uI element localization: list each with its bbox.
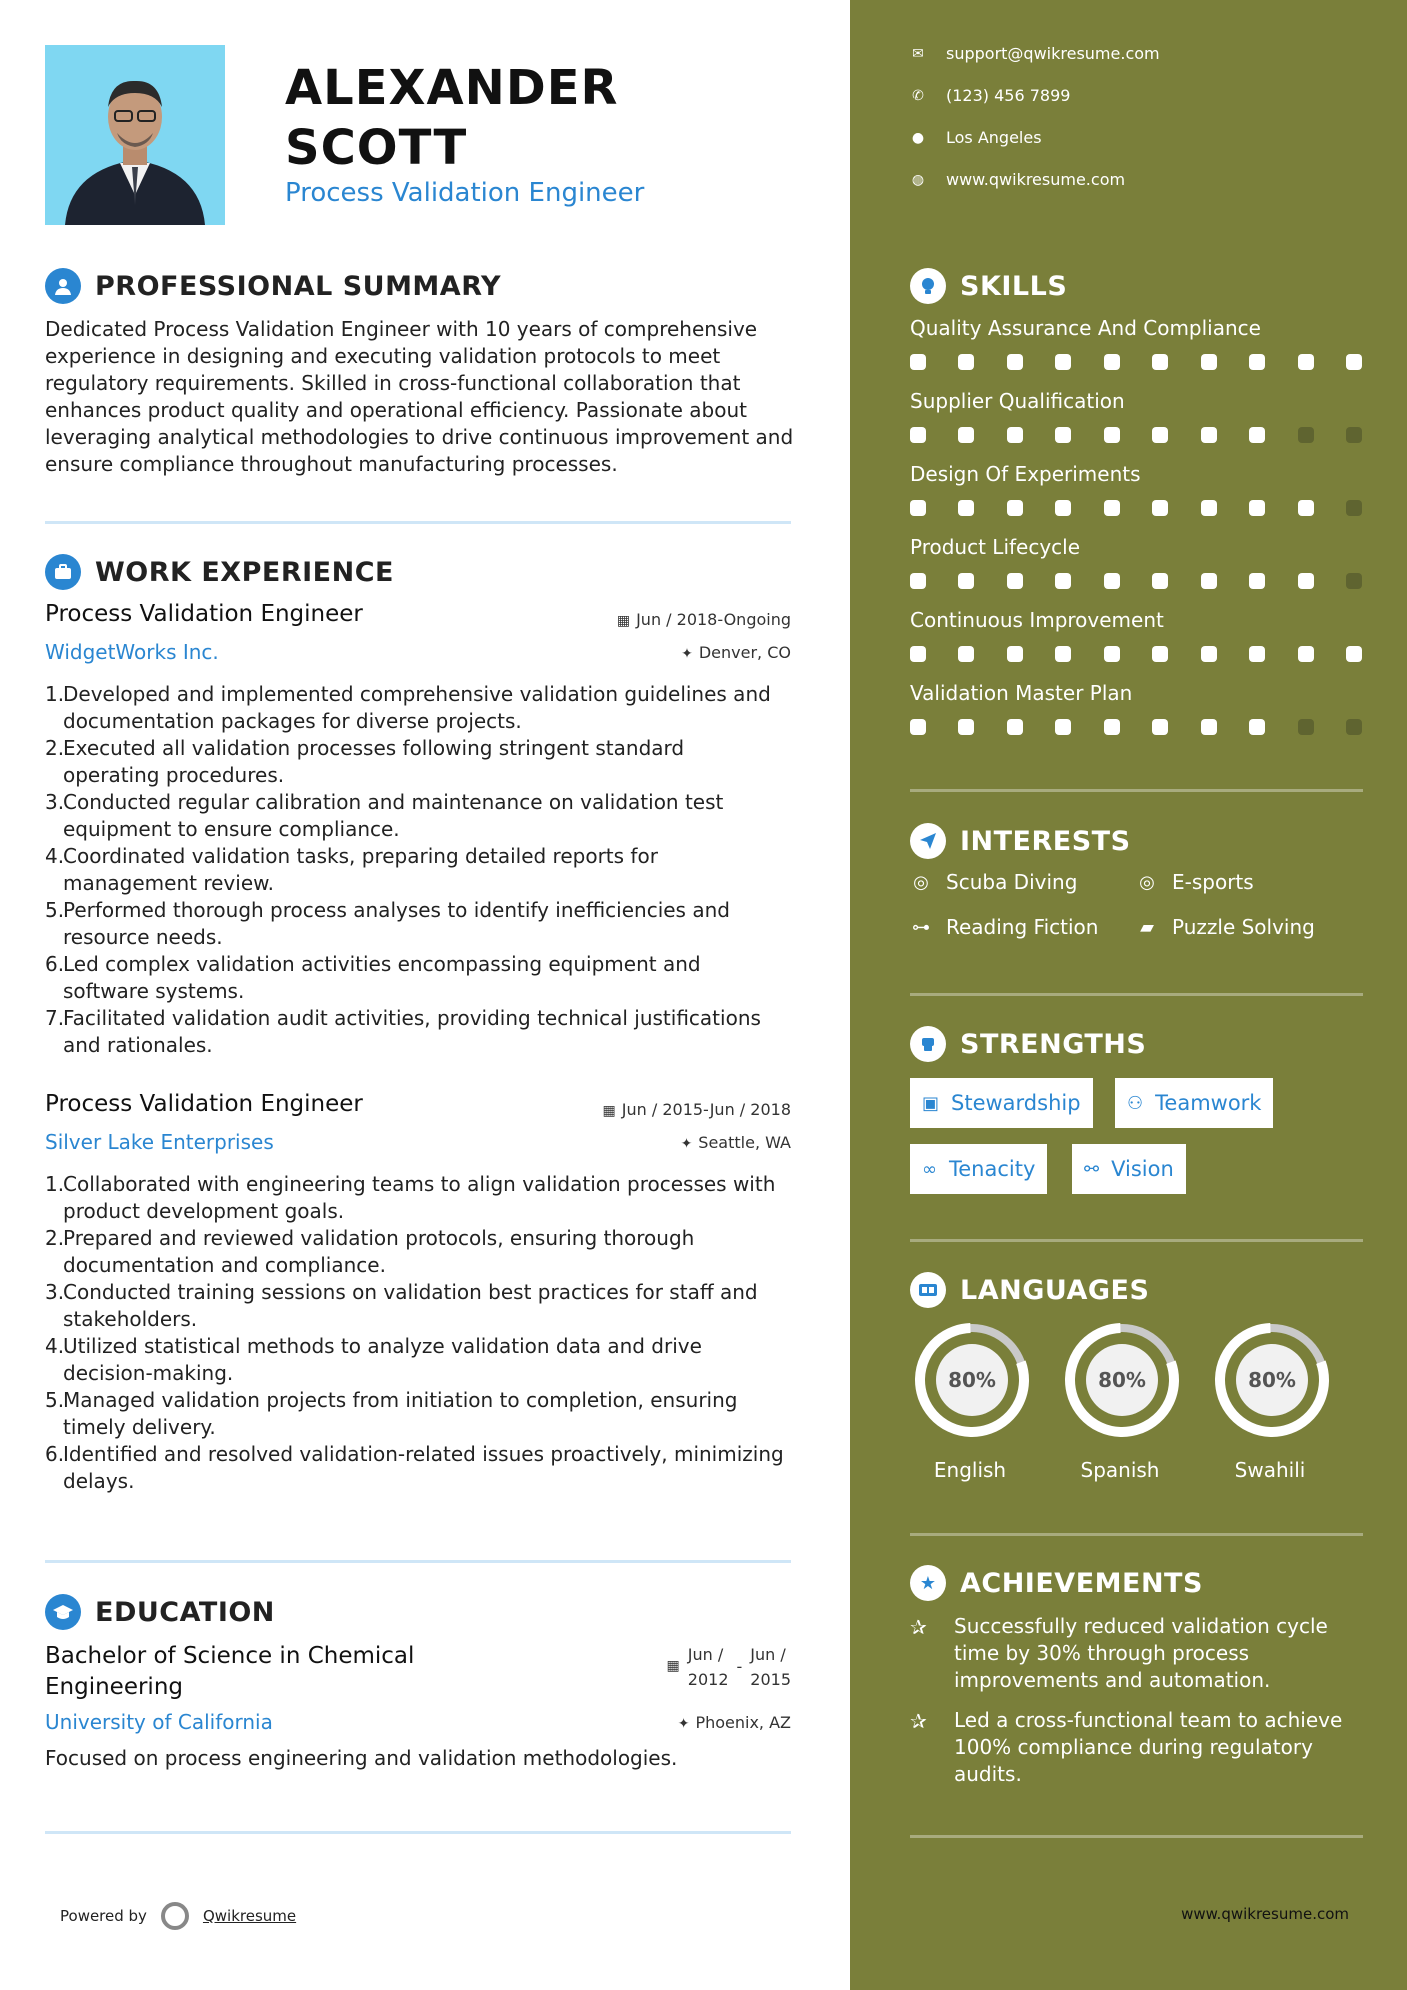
rating-dot [1201,573,1217,589]
job-1-location [681,643,791,662]
education-end-year: 2015 [750,1670,791,1689]
rating-dot [1298,573,1314,589]
rating-dot [1346,719,1362,735]
language-item [1060,1318,1180,1482]
job-1-company: WidgetWorks Inc. [45,640,219,664]
job-1-title: Process Validation Engineer [45,601,363,627]
skill-item [910,608,1370,662]
achievement-text: Led a cross-functional team to achieve 100% compliance during regulatory audits. [954,1708,1343,1786]
candidate-name [285,58,805,178]
job-2-company: Silver Lake Enterprises [45,1130,274,1154]
interest-label: Scuba Diving [946,870,1078,894]
list-item: 2. Executed all validation processes following stringent standard operating procedures. [45,736,685,787]
job-1-duties [45,681,785,1059]
list-item: 6. Led complex validation activities encompassing equipment and software systems. [45,952,701,1003]
rating-dot [1055,646,1071,662]
strength-chip [910,1144,1047,1194]
list-item: 5. Performed thorough process analyses to identify inefficiencies and resource needs. [45,898,730,949]
achievements-heading-text: ACHIEVEMENTS [960,1567,1203,1599]
job-2-location [681,1133,791,1152]
strength-chip [1072,1144,1186,1194]
education-start-year: 2012 [687,1670,729,1689]
school: University of California [45,1710,273,1734]
language-name: Spanish [1080,1458,1160,1482]
rating-dot [1007,354,1023,370]
rating-dot [1104,573,1120,589]
skill-rating [910,500,1362,516]
strength-chip [1115,1078,1273,1128]
list-item: 3. Conducted training sessions on validation best practices for staff and stakeholders. [45,1280,758,1331]
job-2-dates [603,1100,791,1119]
education-date-separator: - [736,1657,743,1676]
qwikresume-link[interactable]: Qwikresume [202,1907,297,1925]
rating-dot [1201,500,1217,516]
shooting-star-icon: ✰ [910,1709,927,1733]
list-item: 4. Coordinated validation tasks, preparing detailed reports for management review. [45,844,658,895]
rating-dot [1249,573,1265,589]
degree-line-1: Bachelor of Science in Chemical [45,1643,415,1669]
list-item: 2. Prepared and reviewed validation protocols, ensuring thorough documentation and compliance. [45,1226,695,1277]
rating-dot [910,646,926,662]
language-name: English [933,1458,1007,1482]
powered-by-label: Powered by [60,1907,147,1925]
interest-item [1134,915,1315,939]
strength-label: Teamwork [1155,1091,1262,1115]
life-ring-icon: ◎ [913,871,929,893]
interest-item [908,870,1077,894]
rating-dot [1201,354,1217,370]
translate-icon [910,1272,946,1308]
education-heading-text: EDUCATION [95,1596,275,1628]
gamepad-icon: ⊶ [912,916,930,938]
star-icon: ★ [910,1565,946,1601]
pin-icon: ✦ [681,646,693,662]
rating-dot [1152,573,1168,589]
rating-dot [1104,646,1120,662]
briefcase-icon: ▣ [922,1092,940,1114]
rating-dot [1201,427,1217,443]
language-ring [1060,1318,1184,1442]
interest-item [1134,870,1254,894]
education-description: Focused on process engineering and validation methodologies. [45,1746,678,1770]
calendar-icon: ▦ [666,1658,680,1674]
skill-rating [910,354,1362,370]
rating-dot [958,427,974,443]
section-divider [45,1560,791,1563]
section-divider [45,1831,791,1834]
rating-dot [1152,427,1168,443]
map-marker-icon: ● [911,129,925,146]
fist-icon [910,1026,946,1062]
rating-dot [1104,500,1120,516]
list-item: 5. Managed validation projects from initiation to completion, ensuring timely delivery. [45,1388,738,1439]
language-percent: 80% [1098,1368,1146,1392]
skill-item [910,535,1370,589]
rating-dot [958,354,974,370]
interest-label: Puzzle Solving [1172,915,1315,939]
qwikresume-logo-icon [161,1902,189,1930]
education-location [678,1713,791,1732]
skill-label: Continuous Improvement [910,608,1164,632]
experience-heading-text: WORK EXPERIENCE [95,556,394,588]
rating-dot [1104,354,1120,370]
calendar-icon: ▦ [602,1103,616,1119]
footer-website[interactable]: www.qwikresume.com [1181,1905,1349,1923]
job-1-dates [617,610,791,629]
user-icon [45,268,81,304]
rating-dot [1346,500,1362,516]
job-1-location-text: Denver, CO [698,643,791,662]
achievement-item [910,1613,1370,1694]
contact-email-text: support@qwikresume.com [946,44,1160,63]
skills-heading [910,268,1067,304]
rating-dot [1249,354,1265,370]
education-heading [45,1594,275,1630]
rating-dot [1055,354,1071,370]
list-item: 1. Developed and implemented comprehensive validation guidelines and documentation packages for diverse projects. [45,682,771,733]
skill-rating [910,646,1362,662]
briefcase-icon [45,554,81,590]
rating-dot [1007,573,1023,589]
interests-heading-text: INTERESTS [960,825,1131,857]
rating-dot [1055,500,1071,516]
rating-dot [1007,500,1023,516]
contact-website-text: www.qwikresume.com [946,170,1126,189]
job-1-dates-text: Jun / 2018-Ongoing [636,610,791,629]
rating-dot [1104,427,1120,443]
degree-line-2: Engineering [45,1674,183,1700]
education-end-month: Jun / [750,1645,786,1664]
paper-plane-icon [910,823,946,859]
education-start-month: Jun / [687,1645,724,1664]
powered-by [60,1902,296,1930]
rating-dot [910,354,926,370]
globe-icon: ◍ [911,171,925,188]
section-divider [910,1239,1363,1242]
rating-dot [1152,646,1168,662]
pin-icon: ✦ [680,1136,693,1152]
skill-rating [910,427,1362,443]
strength-label: Stewardship [951,1091,1081,1115]
rating-dot [1007,719,1023,735]
education-start [688,1642,729,1692]
strengths-heading [910,1026,1146,1062]
pin-icon: ✦ [677,1716,690,1732]
rating-dot [910,573,926,589]
rating-dot [1298,646,1314,662]
skill-label: Supplier Qualification [910,389,1125,413]
section-divider [910,1835,1363,1838]
users-icon: ⚇ [1127,1092,1144,1114]
list-item: 4. Utilized statistical methods to analyze validation data and drive decision-making. [45,1334,702,1385]
section-divider [910,993,1363,996]
strength-label: Vision [1111,1157,1174,1181]
shooting-star-icon: ✰ [910,1615,927,1639]
rating-dot [1055,719,1071,735]
skill-item [910,462,1370,516]
rating-dot [1055,573,1071,589]
language-item [1210,1318,1330,1482]
skills-heading-text: SKILLS [960,270,1068,302]
language-name: Swahili [1234,1458,1306,1482]
skill-label: Validation Master Plan [910,681,1133,705]
language-percent: 80% [948,1368,996,1392]
contact-location-text: Los Angeles [946,128,1042,147]
contact-phone [910,86,1070,105]
summary-text: Dedicated Process Validation Engineer with 10 years of comprehensive experience in designing and executing validation protocols to meet regulatory requirements. Skilled in cross-functional collaboration that enhances product quality and operational efficiency. Passionate about leveraging analytical methodologies to drive continuous improvement and ensure compliance throughout manufacturing processes. [45,317,794,476]
contact-email[interactable] [910,44,1160,63]
lightbulb-icon [910,268,946,304]
language-ring [910,1318,1034,1442]
list-item: 3. Conducted regular calibration and maintenance on validation test equipment to ensure compliance. [45,790,724,841]
strengths-heading-text: STRENGTHS [960,1028,1147,1060]
calendar-icon: ▦ [616,613,631,629]
name-line-2: SCOTT [285,120,468,176]
achievements-heading [910,1565,1203,1601]
contact-phone-text: (123) 456 7899 [946,86,1071,105]
profile-photo [45,45,225,225]
strength-chip [910,1078,1093,1128]
skill-item [910,316,1370,370]
rating-dot [1249,500,1265,516]
section-divider [45,521,791,524]
rating-dot [1249,719,1265,735]
skill-rating [910,573,1362,589]
list-item: 1. Collaborated with engineering teams to align validation processes with product development goals. [45,1172,776,1223]
section-divider [910,789,1363,792]
graduation-cap-icon [45,1594,81,1630]
summary-heading-text: PROFESSIONAL SUMMARY [95,270,502,302]
link-icon: ∞ [922,1158,937,1180]
rating-dot [1201,646,1217,662]
achievement-text: Successfully reduced validation cycle time by 30% through process improvements and automation. [954,1614,1328,1692]
skill-rating [910,719,1362,735]
rating-dot [1298,500,1314,516]
skill-item [910,681,1370,735]
rating-dot [1346,354,1362,370]
binoculars-icon: ⚯ [1084,1158,1100,1180]
education-dates [667,1642,791,1692]
list-item: 6. Identified and resolved validation-related issues proactively, minimizing delays. [45,1442,784,1493]
skill-item [910,389,1370,443]
contact-website[interactable] [910,170,1125,189]
rating-dot [1249,427,1265,443]
achievement-item [910,1707,1370,1788]
rating-dot [1152,500,1168,516]
job-2-dates-text: Jun / 2015-Jun / 2018 [621,1100,791,1119]
rating-dot [1201,719,1217,735]
rating-dot [1346,573,1362,589]
rating-dot [1152,354,1168,370]
language-percent: 80% [1248,1368,1296,1392]
rating-dot [958,646,974,662]
rating-dot [910,500,926,516]
rating-dot [1152,719,1168,735]
job-2-duties [45,1171,785,1495]
rating-dot [1346,427,1362,443]
rating-dot [958,573,974,589]
interest-label: Reading Fiction [946,915,1099,939]
name-line-1: ALEXANDER [285,60,619,116]
section-divider [910,1533,1363,1536]
rating-dot [1249,646,1265,662]
job-2-title: Process Validation Engineer [45,1091,363,1117]
rating-dot [1298,719,1314,735]
rating-dot [910,427,926,443]
contact-location [910,128,1042,147]
rating-dot [1346,646,1362,662]
interest-item [908,915,1098,939]
rating-dot [1298,354,1314,370]
strength-label: Tenacity [949,1157,1036,1181]
envelope-icon: ✉ [912,45,924,62]
skill-label: Product Lifecycle [910,535,1081,559]
job-2-location-text: Seattle, WA [698,1133,791,1152]
experience-heading [45,554,394,590]
rating-dot [1007,646,1023,662]
candidate-title: Process Validation Engineer [285,178,645,208]
list-item: 7. Facilitated validation audit activities, providing technical justifications and rationales. [45,1006,761,1057]
rating-dot [958,500,974,516]
life-ring-icon: ◎ [1139,871,1155,893]
summary-heading [45,268,501,304]
languages-heading [910,1272,1149,1308]
education-location-text: Phoenix, AZ [695,1713,791,1732]
education-end [750,1642,791,1692]
rating-dot [1104,719,1120,735]
sidebar-column [850,0,1407,1990]
rating-dot [1007,427,1023,443]
phone-icon: ✆ [912,87,924,104]
languages-heading-text: LANGUAGES [960,1274,1150,1306]
language-ring [1210,1318,1334,1442]
skill-label: Quality Assurance And Compliance [910,316,1261,340]
degree [45,1641,414,1703]
language-item [910,1318,1030,1482]
rating-dot [958,719,974,735]
rating-dot [910,719,926,735]
interest-label: E-sports [1172,870,1254,894]
rating-dot [1298,427,1314,443]
interests-heading [910,823,1131,859]
rating-dot [1055,427,1071,443]
skill-label: Design Of Experiments [910,462,1141,486]
book-icon: ▰ [1140,916,1154,938]
